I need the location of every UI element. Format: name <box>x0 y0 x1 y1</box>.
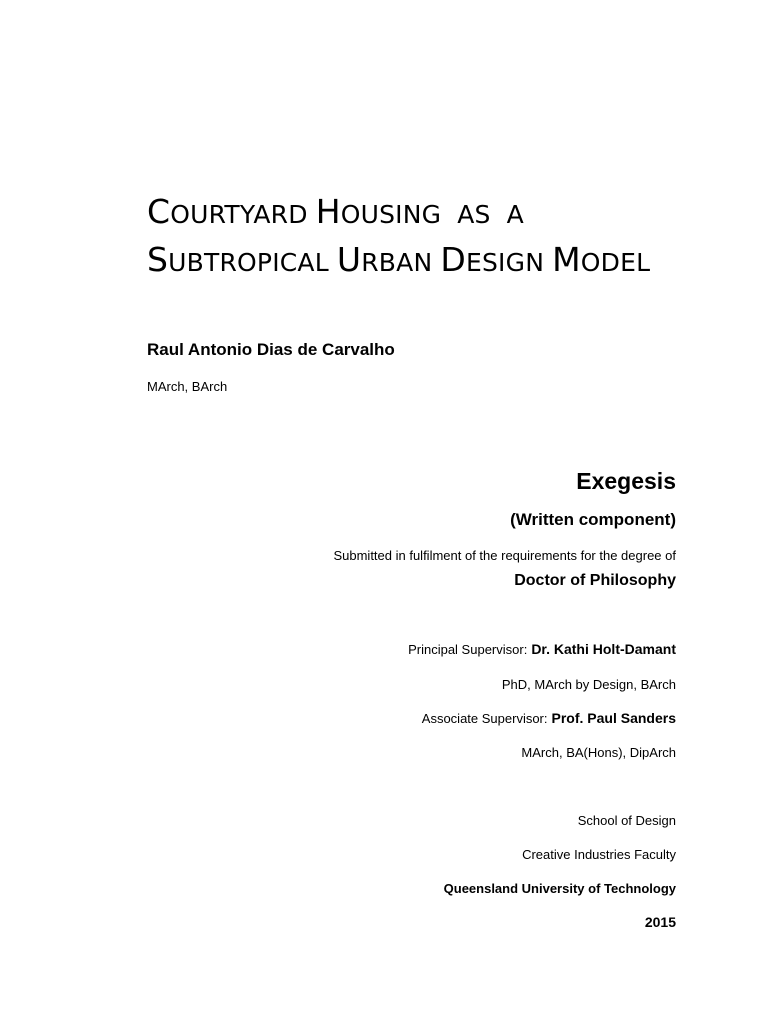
title-word-initial: M <box>552 240 581 279</box>
associate-supervisor <box>422 710 676 726</box>
thesis-title-line-2 <box>147 240 650 279</box>
principal-supervisor <box>408 641 676 657</box>
title-word-rest: OURTYARD <box>170 200 308 229</box>
author-degrees: MArch, BArch <box>147 379 228 394</box>
principal-supervisor-label: Principal Supervisor: <box>408 642 528 657</box>
title-word-initial: D <box>440 240 466 279</box>
title-word: AS <box>457 200 491 229</box>
submission-year: 2015 <box>644 914 676 930</box>
title-word-rest: ODEL <box>580 248 651 277</box>
thesis-title-line-1 <box>147 192 524 231</box>
school-name: School of Design <box>577 813 676 828</box>
submission-statement: Submitted in fulfilment of the requirements for the degree of <box>333 548 676 563</box>
title-word-rest: OUSING <box>340 200 442 229</box>
document-component: (Written component) <box>510 510 676 529</box>
associate-supervisor-degrees: MArch, BA(Hons), DipArch <box>521 745 676 760</box>
title-word-initial: S <box>147 240 169 279</box>
document-type: Exegesis <box>576 468 676 494</box>
title-word-rest: ESIGN <box>465 248 545 277</box>
university-name: Queensland University of Technology <box>443 881 676 896</box>
degree-name: Doctor of Philosophy <box>514 572 676 589</box>
title-word-initial: C <box>147 192 171 231</box>
title-word-initial: H <box>315 192 341 231</box>
title-word: A <box>506 200 524 229</box>
title-word-rest: UBTROPICAL <box>168 248 329 277</box>
associate-supervisor-label: Associate Supervisor: <box>421 711 548 726</box>
associate-supervisor-name: Prof. Paul Sanders <box>551 710 676 726</box>
title-word-initial: U <box>336 240 362 279</box>
principal-supervisor-name: Dr. Kathi Holt-Damant <box>531 641 676 657</box>
principal-supervisor-degrees: PhD, MArch by Design, BArch <box>501 677 676 692</box>
author-name: Raul Antonio Dias de Carvalho <box>147 340 395 359</box>
title-word-rest: RBAN <box>361 248 433 277</box>
faculty-name: Creative Industries Faculty <box>522 847 676 862</box>
